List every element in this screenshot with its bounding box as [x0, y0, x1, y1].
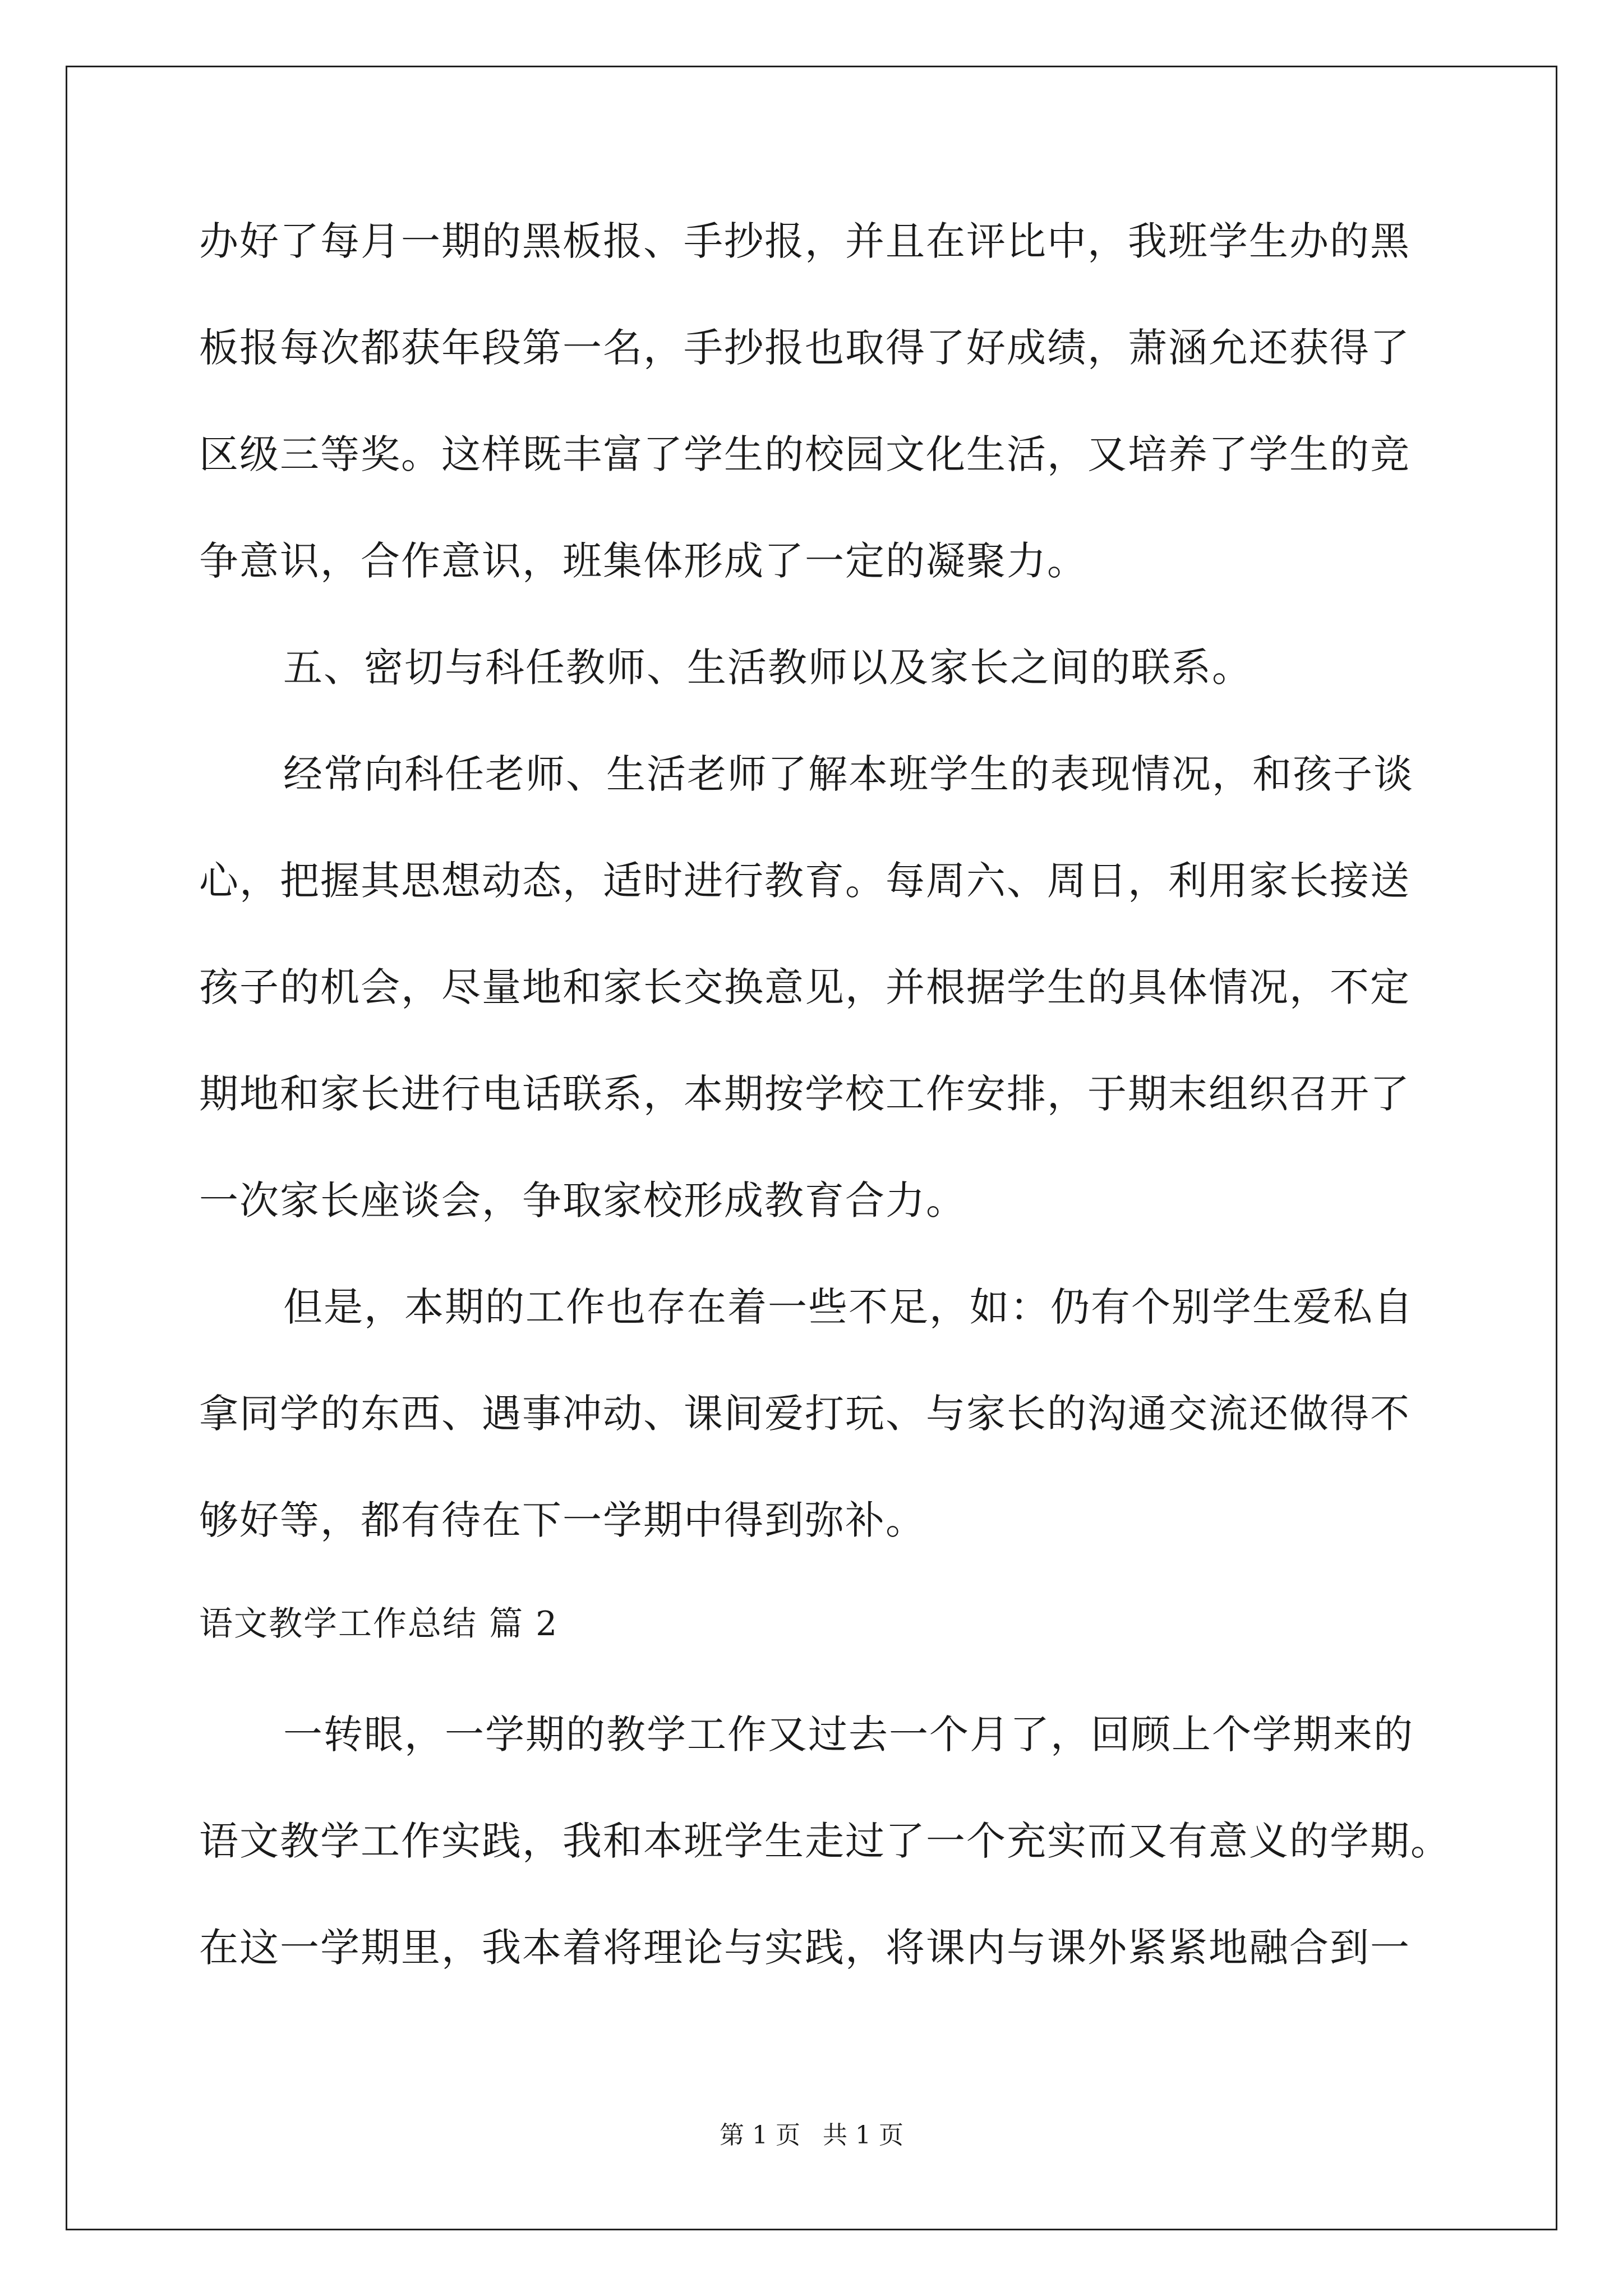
paragraph-line: 够好等，都有待在下一学期中得到弥补。 [199, 1497, 926, 1543]
paragraph-line: 期地和家长进行电话联系，本期按学校工作安排，于期末组织召开了 [199, 1071, 1410, 1117]
paragraph-line: 在这一学期里，我本着将理论与实践，将课内与课外紧紧地融合到一 [199, 1925, 1410, 1971]
paragraph-line: 但是，本期的工作也存在着一些不足，如：仍有个别学生爱私自 [283, 1284, 1414, 1330]
page-number: 第 1 页 [720, 2121, 800, 2150]
document-body [199, 218, 1455, 2035]
paragraph-line: 拿同学的东西、遇事冲动、课间爱打玩、与家长的沟通交流还做得不 [199, 1391, 1410, 1437]
page-count: 共 1 页 [823, 2121, 903, 2150]
paragraph-line: 办好了每月一期的黑板报、手抄报，并且在评比中，我班学生办的黑 [199, 218, 1410, 264]
paragraph-line: 孩子的机会，尽量地和家长交换意见，并根据学生的具体情况，不定 [199, 964, 1410, 1010]
article-title: 语文教学工作总结 篇 2 [199, 1604, 559, 1644]
section-heading-line: 五、密切与科任教师、生活教师以及家长之间的联系。 [283, 645, 1252, 691]
paragraph-line: 区级三等奖。这样既丰富了学生的校园文化生活，又培养了学生的竞 [199, 431, 1410, 477]
paragraph-line: 经常向科任老师、生活老师了解本班学生的表现情况，和孩子谈 [283, 751, 1414, 797]
paragraph-line: 板报每次都获年段第一名，手抄报也取得了好成绩，萧涵允还获得了 [199, 325, 1410, 371]
paragraph-line: 一次家长座谈会，争取家校形成教育合力。 [199, 1177, 966, 1223]
paragraph-line: 心，把握其思想动态，适时进行教育。每周六、周日，利用家长接送 [199, 858, 1410, 904]
paragraph-line: 一转眼，一学期的教学工作又过去一个月了，回顾上个学期来的 [283, 1711, 1414, 1757]
paragraph-line: 语文教学工作实践，我和本班学生走过了一个充实而又有意义的学期。 [199, 1818, 1451, 1864]
paragraph-line: 争意识，合作意识，班集体形成了一定的凝聚力。 [199, 538, 1087, 584]
page-footer [0, 2123, 1623, 2148]
